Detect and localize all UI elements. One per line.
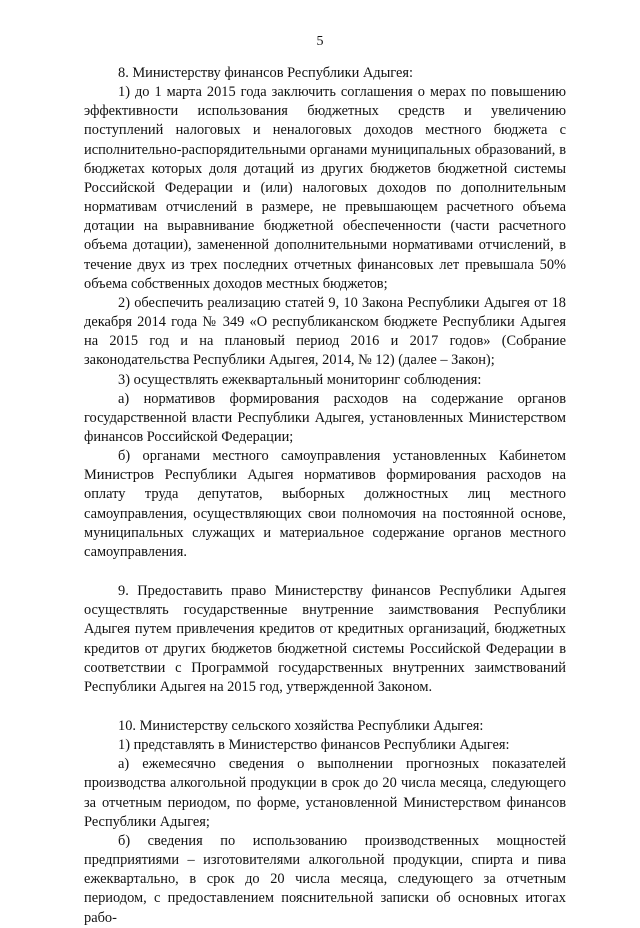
page-number: 5	[316, 34, 324, 49]
paragraph-spacer	[84, 697, 566, 717]
section-8-item-1: 1) до 1 марта 2015 года заключить соглашения о мерах по повышению эффективности использования бюджетных средств и увеличению поступлений налоговых и неналоговых доходов местного бюджета с исполнительно-распорядительными органами муниципальных образований, в бюджетах которых доля дотаций из других бюджетов бюджетной системы Российской Федерации и (или) налоговых доходов по дополнительным нормативам отчислений в размере, не превышающем расчетного объема дотации на выравнивание бюджетной обеспеченности (части расчетного объема дотации), замененной дополнительными нормативами отчислений, в течение двух из трех последних отчетных финансовых лет превышала 50% объема собственных доходов местных бюджетов;	[84, 84, 566, 292]
section-8-item-3b: б) органами местного самоуправления установленных Кабинетом Министров Республики Адыгея нормативов формирования расходов на оплату труда депутатов, выборных должностных лиц местного самоуправления, осуществляющих свои полномочия на постоянной основе, муниципальных служащих и материальное содержание органов местного самоуправления.	[84, 448, 566, 560]
section-10-item-1a: а) ежемесячно сведения о выполнении прогнозных показателей производства алкогольной продукции в срок до 20 числа месяца, следующего за отчетным периодом, по форме, установленной Министерством финансов Республики Адыгея;	[84, 756, 566, 830]
document-body	[84, 64, 566, 928]
section-10-heading: 10. Министерству сельского хозяйства Республики Адыгея:	[118, 718, 484, 734]
section-8-heading: 8. Министерству финансов Республики Адыгея:	[118, 65, 414, 81]
section-8-item-3a: а) нормативов формирования расходов на содержание органов государственной власти Республики Адыгея, установленных Министерством финансов Российской Федерации;	[84, 390, 566, 445]
paragraph-spacer	[84, 562, 566, 582]
section-10-item-1: 1) представлять в Министерство финансов Республики Адыгея:	[118, 737, 510, 754]
section-8-item-2: 2) обеспечить реализацию статей 9, 10 Закона Республики Адыгея от 18 декабря 2014 года № 349 «О республиканском бюджете Республики Адыгея на 2015 год и на плановый период 2016 и 2017 годов» (Собрание законодательства Республики Адыгея, 2014, № 12) (далее – Закон);	[84, 294, 566, 369]
section-10-item-1b: б) сведения по использованию производственных мощностей предприятиями – изготовителями алкогольной продукции, спирта и пива ежеквартально, в срок до 20 числа месяца, следующего за отчетным периодом, с предоставлением пояснительной записки об основных итогах рабо-	[84, 832, 566, 926]
section-8-item-3: 3) осуществлять ежеквартальный мониторинг соблюдения:	[118, 371, 482, 388]
section-9: 9. Предоставить право Министерству финансов Республики Адыгея осуществлять государственные внутренние заимствования Республики Адыгея путем привлечения кредитов от кредитных организаций, бюджетных кредитов от других бюджетов бюджетной системы Российской Федерации в соответствии с Программой государственных внутренних заимствований Республики Адыгея на 2015 год, утвержденной Законом.	[84, 583, 566, 695]
